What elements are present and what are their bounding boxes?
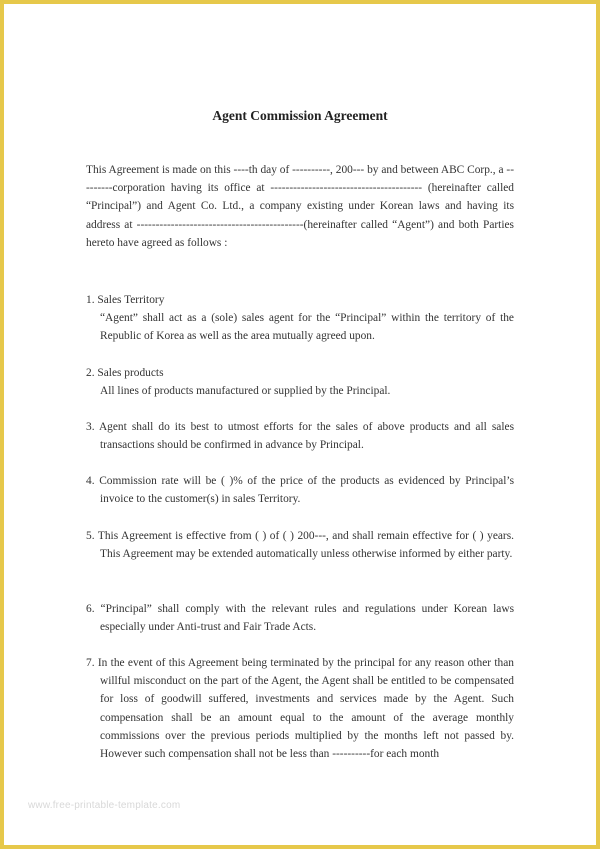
clause-5	[86, 527, 514, 563]
clause-1-body: “Agent” shall act as a (sole) sales agent for the “Principal” within the territory of the Republic of Korea as well as the area mutually agreed upon.	[100, 312, 514, 343]
clause-4-text: 4. Commission rate will be ( )% of the price of the products as evidenced by Principal’s invoice to the customer(s) in sales Territory.	[86, 475, 514, 506]
clause-1	[86, 291, 514, 346]
watermark-text: www.free-printable-template.com	[28, 800, 181, 811]
document-page	[4, 4, 596, 845]
clause-4	[86, 472, 514, 508]
document-title: Agent Commission Agreement	[212, 108, 388, 123]
clause-2-heading: 2. Sales products	[86, 367, 164, 379]
clause-1-heading: 1. Sales Territory	[86, 294, 165, 306]
clause-7-text: 7. In the event of this Agreement being terminated by the principal for any reason other than willful misconduct on the part of the Agent, the Agent shall be entitled to be compensated for loss of goodwill suffered, investments and services made by the Agent. Such compensation shall be an amount equal to the amount of the average monthly commissions over the previous periods multiplied by the months left not passed by. However such compensation shall not be less than ----------for each month	[86, 657, 514, 761]
clause-7	[86, 654, 514, 763]
clause-2-body: All lines of products manufactured or supplied by the Principal.	[100, 385, 391, 398]
clause-3	[86, 418, 514, 454]
clause-3-text: 3. Agent shall do its best to utmost efforts for the sales of above products and all sales transactions should be confirmed in advance by Principal.	[86, 421, 514, 452]
agreement-intro: This Agreement is made on this ----th day of ----------, 200--- by and between ABC Corp., a ---------corporation having its office at ---------------------------------------- (hereinafter called “Principal”) and Agent Co. Ltd., a company existing under Korean laws and having its address at --------------------------------------------(hereinafter called “Agent”) and both Parties hereto have agreed as follows :	[86, 164, 514, 249]
clause-6	[86, 600, 514, 636]
clause-5-text: 5. This Agreement is effective from ( ) of ( ) 200---, and shall remain effective for ( ) years. This Agreement may be extended automatically unless otherwise informed by either party.	[86, 530, 514, 561]
clause-6-text: 6. “Principal” shall comply with the relevant rules and regulations under Korean laws especially under Anti-trust and Fair Trade Acts.	[86, 603, 514, 634]
clause-2	[86, 364, 514, 400]
